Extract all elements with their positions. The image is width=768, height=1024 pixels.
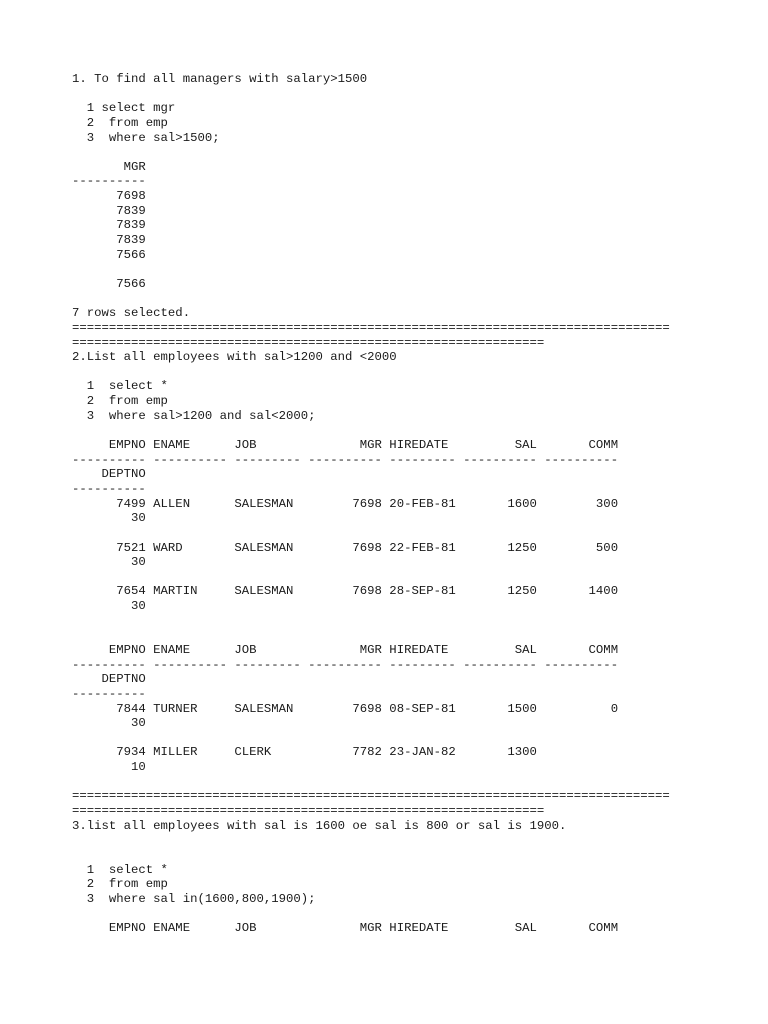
text-line: ================================================================ xyxy=(72,335,545,350)
text-line: 7499 ALLEN SALESMAN 7698 20-FEB-81 1600 300 xyxy=(72,496,619,511)
text-line xyxy=(72,833,732,848)
text-line xyxy=(72,292,732,307)
text-line xyxy=(72,526,732,541)
text-line: 7698 xyxy=(72,189,146,204)
text-line: 3.list all employees with sal is 1600 oe sal is 800 or sal is 1900. xyxy=(72,818,567,833)
text-line xyxy=(72,614,732,629)
text-line xyxy=(72,628,732,643)
text-line: 3 where sal>1500; xyxy=(72,130,220,145)
text-line: ================================================================ xyxy=(72,804,545,819)
text-line: EMPNO ENAME JOB MGR HIREDATE SAL COMM xyxy=(72,642,619,657)
text-line: 1 select * xyxy=(72,379,168,394)
text-line: 7844 TURNER SALESMAN 7698 08-SEP-81 1500 0 xyxy=(72,701,619,716)
document-page xyxy=(72,72,732,936)
text-line: 1. To find all managers with salary>1500 xyxy=(72,72,368,86)
text-line: 10 xyxy=(72,760,146,775)
text-line: 30 xyxy=(72,599,146,614)
text-line: DEPTNO xyxy=(72,672,146,687)
text-line xyxy=(72,87,732,102)
text-line xyxy=(72,775,732,790)
text-line xyxy=(72,731,732,746)
text-line: 3 where sal>1200 and sal<2000; xyxy=(72,408,316,423)
text-line: 7839 xyxy=(72,203,146,218)
text-line xyxy=(72,570,732,585)
text-line: 30 xyxy=(72,511,146,526)
text-line xyxy=(72,907,732,922)
text-line: ================================================================================= xyxy=(72,320,670,335)
text-line xyxy=(72,145,732,160)
text-line: 7654 MARTIN SALESMAN 7698 28-SEP-81 1250 1400 xyxy=(72,584,619,599)
text-line: EMPNO ENAME JOB MGR HIREDATE SAL COMM xyxy=(72,438,619,453)
text-line: 30 xyxy=(72,555,146,570)
text-line: ---------- ---------- --------- ---------- --------- ---------- ---------- xyxy=(72,452,619,467)
text-line: 7566 xyxy=(72,247,146,262)
text-line: ================================================================================= xyxy=(72,789,670,804)
text-line: 7839 xyxy=(72,218,146,233)
text-line xyxy=(72,848,732,863)
text-line: DEPTNO xyxy=(72,467,146,482)
text-line: ---------- ---------- --------- ---------- --------- ---------- ---------- xyxy=(72,657,619,672)
text-line xyxy=(72,423,732,438)
text-line: 1 select mgr xyxy=(72,101,176,116)
text-line: 7 rows selected. xyxy=(72,306,191,321)
text-line: 1 select * xyxy=(72,862,168,877)
text-line: 2 from emp xyxy=(72,394,168,409)
text-line xyxy=(72,262,732,277)
text-line xyxy=(72,365,732,380)
text-line: 7934 MILLER CLERK 7782 23-JAN-82 1300 xyxy=(72,745,537,760)
text-line: ---------- xyxy=(72,174,146,189)
text-line: 7566 xyxy=(72,276,146,291)
text-line: 3 where sal in(1600,800,1900); xyxy=(72,891,316,906)
text-line: ---------- xyxy=(72,481,146,496)
text-line: 2 from emp xyxy=(72,115,168,130)
text-line: EMPNO ENAME JOB MGR HIREDATE SAL COMM xyxy=(72,921,619,936)
text-line: MGR xyxy=(72,159,146,174)
text-line: 7521 WARD SALESMAN 7698 22-FEB-81 1250 500 xyxy=(72,540,619,555)
text-line: 30 xyxy=(72,716,146,731)
text-line: ---------- xyxy=(72,686,146,701)
text-line: 2 from emp xyxy=(72,877,168,892)
text-line: 7839 xyxy=(72,233,146,248)
text-line: 2.List all employees with sal>1200 and <2000 xyxy=(72,350,397,365)
